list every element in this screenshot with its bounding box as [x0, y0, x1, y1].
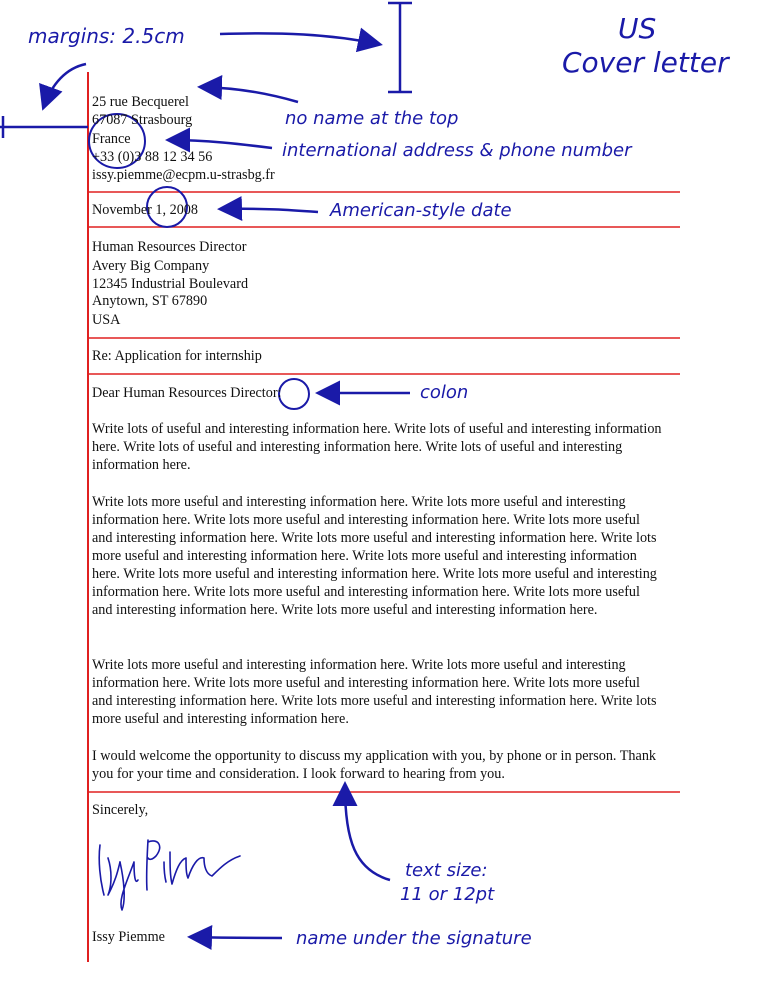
recipient-line-4: Anytown, ST 67890	[92, 293, 208, 309]
sender-city: 67087 Strasbourg	[92, 112, 193, 128]
arrow-intl-address	[170, 140, 272, 148]
annotation-date-style: American-style date	[330, 200, 512, 221]
recipient-line-3: 12345 Industrial Boulevard	[92, 276, 249, 292]
annotation-name-under: name under the signature	[296, 928, 532, 949]
salutation: Dear Human Resources Director:	[92, 385, 282, 401]
body-paragraph-3: Write lots more useful and interesting information here. Write lots more useful and interesting information here. Write lots more useful and interesting information here. Write lots more useful and interesting information here. Write lots more useful and interesting information here. Write lots more useful and interesting information here.	[92, 657, 657, 727]
sender-country: France	[92, 131, 131, 147]
annotation-text-size-2: 11 or 12pt	[400, 884, 495, 905]
top-margin-indicator	[388, 3, 412, 92]
annotation-colon: colon	[420, 382, 469, 403]
annotation-text-size-1: text size:	[405, 860, 488, 881]
body-paragraph-1: Write lots of useful and interesting information here. Write lots of useful and interesting information here. Write lots of useful and interesting information here. Write lots of useful and interesting information here.	[92, 421, 662, 473]
annotation-no-name: no name at the top	[285, 108, 459, 129]
arrow-text-size	[345, 786, 390, 880]
arrow-no-name	[202, 87, 298, 102]
handwritten-signature	[99, 840, 240, 910]
annotation-intl-address: international address & phone number	[282, 140, 632, 161]
closing: Sincerely,	[92, 802, 149, 818]
annotation-margins: margins: 2.5cm	[28, 24, 185, 48]
arrow-date	[222, 209, 318, 212]
sender-phone: +33 (0)3 88 12 34 56	[92, 149, 213, 165]
circle-colon	[279, 379, 309, 409]
sender-street: 25 rue Becquerel	[92, 94, 189, 110]
signature-name: Issy Piemme	[92, 929, 165, 945]
letter-date: November 1, 2008	[92, 202, 198, 218]
recipient-line-1: Human Resources Director	[92, 239, 247, 255]
arrow-margins-left	[44, 64, 86, 106]
subject-line: Re: Application for internship	[92, 348, 262, 364]
sender-email: issy.piemme@ecpm.u-strasbg.fr	[92, 167, 275, 183]
recipient-line-2: Avery Big Company	[92, 258, 210, 274]
left-margin-indicator	[0, 116, 88, 138]
arrow-margins-top	[220, 33, 378, 44]
recipient-line-5: USA	[92, 312, 121, 328]
title-line-1: US	[618, 12, 657, 45]
body-paragraph-2: Write lots more useful and interesting information here. Write lots more useful and interesting information here. Write lots more useful and interesting information here. Write lots more useful and interesting information here. Write lots more useful and interesting information here. Write lots more useful and interesting information here. Write lots more useful and interesting information here. Write lots more useful and interesting information here. Write lots more useful and interesting information here. Write lots more useful and interesting information here. Write lots more useful and interesting information here. Write lots more useful and interesting information here.	[92, 494, 657, 618]
body-paragraph-4: I would welcome the opportunity to discuss my application with you, by phone or in person. Thank you for your time and consideration. I look forward to hearing from you.	[92, 748, 657, 782]
title-line-2: Cover letter	[562, 46, 729, 79]
arrow-name-under	[192, 937, 282, 938]
